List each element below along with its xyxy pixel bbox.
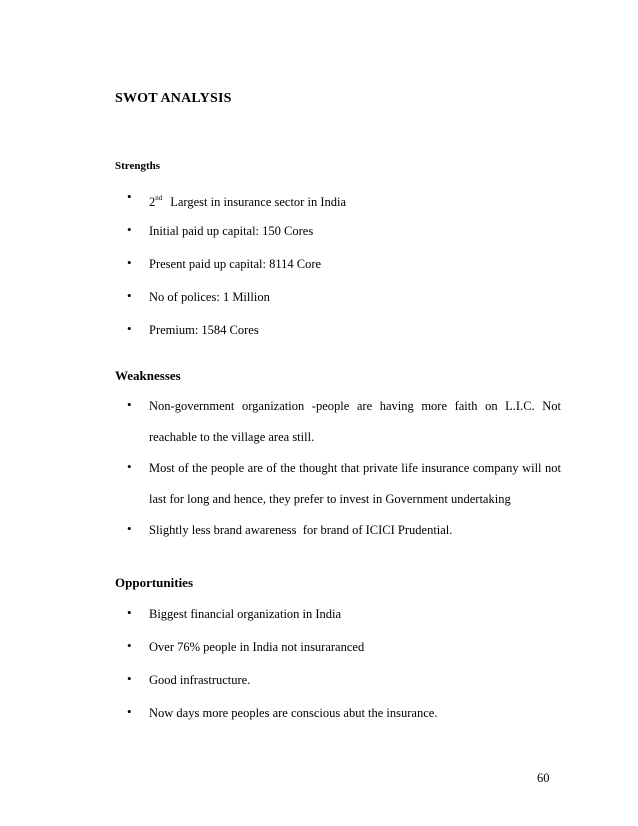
list-item: [127, 522, 561, 555]
list-item: [127, 705, 561, 738]
list-item-text-line1: Non-government organization -people are having more faith on L.I.C. Not: [149, 399, 561, 413]
bullet-icon: •: [127, 521, 132, 536]
ordinal-superscript: nd: [155, 194, 163, 202]
bullet-icon: •: [127, 459, 132, 474]
list-item-text: Initial paid up capital: 150 Cores: [149, 224, 314, 238]
list-item: [127, 398, 561, 460]
list-item-text-line1: Slightly less brand awareness for brand of ICICI Prudential.: [149, 523, 453, 537]
strengths-list: [127, 190, 561, 355]
ordinal-number: 2: [149, 195, 156, 209]
list-item-text: Biggest financial organization in India: [149, 607, 342, 621]
list-item: [127, 606, 561, 639]
list-item: [127, 322, 561, 355]
list-item: [127, 190, 561, 223]
bullet-icon: •: [127, 321, 132, 336]
bullet-icon: •: [127, 397, 132, 412]
bullet-icon: •: [127, 222, 132, 237]
list-item: [127, 289, 561, 322]
page-title: SWOT ANALYSIS: [115, 91, 232, 106]
list-item: [127, 639, 561, 672]
list-item-text: Largest in insurance sector in India: [170, 195, 347, 209]
bullet-icon: •: [127, 638, 132, 653]
list-item-text-line1: Most of the people are of the thought that private life insurance company will not: [149, 461, 561, 475]
bullet-icon: •: [127, 255, 132, 270]
bullet-icon: •: [127, 605, 132, 620]
list-item-text: Present paid up capital: 8114 Core: [149, 257, 322, 271]
opportunities-heading: Opportunities: [115, 575, 194, 590]
list-item: [127, 460, 561, 522]
bullet-icon: •: [127, 189, 132, 204]
list-item: [127, 672, 561, 705]
list-item-text-line2: last for long and hence, they prefer to invest in Government undertaking: [149, 492, 511, 506]
list-item-text: Good infrastructure.: [149, 673, 251, 687]
list-item-text: Over 76% people in India not insuraranced: [149, 640, 365, 654]
list-item-text: Now days more peoples are conscious abut the insurance.: [149, 706, 438, 720]
strengths-heading: Strengths: [115, 160, 161, 172]
bullet-icon: •: [127, 671, 132, 686]
weaknesses-list: [127, 398, 561, 555]
opportunities-list: [127, 606, 561, 738]
list-item: [127, 223, 561, 256]
list-item: [127, 256, 561, 289]
list-item-text: Premium: 1584 Cores: [149, 323, 259, 337]
list-item-text-line2: reachable to the village area still.: [149, 430, 315, 444]
bullet-icon: •: [127, 288, 132, 303]
list-item-text: No of polices: 1 Million: [149, 290, 270, 304]
page-number: 60: [537, 771, 550, 785]
weaknesses-heading: Weaknesses: [115, 368, 181, 383]
bullet-icon: •: [127, 704, 132, 719]
